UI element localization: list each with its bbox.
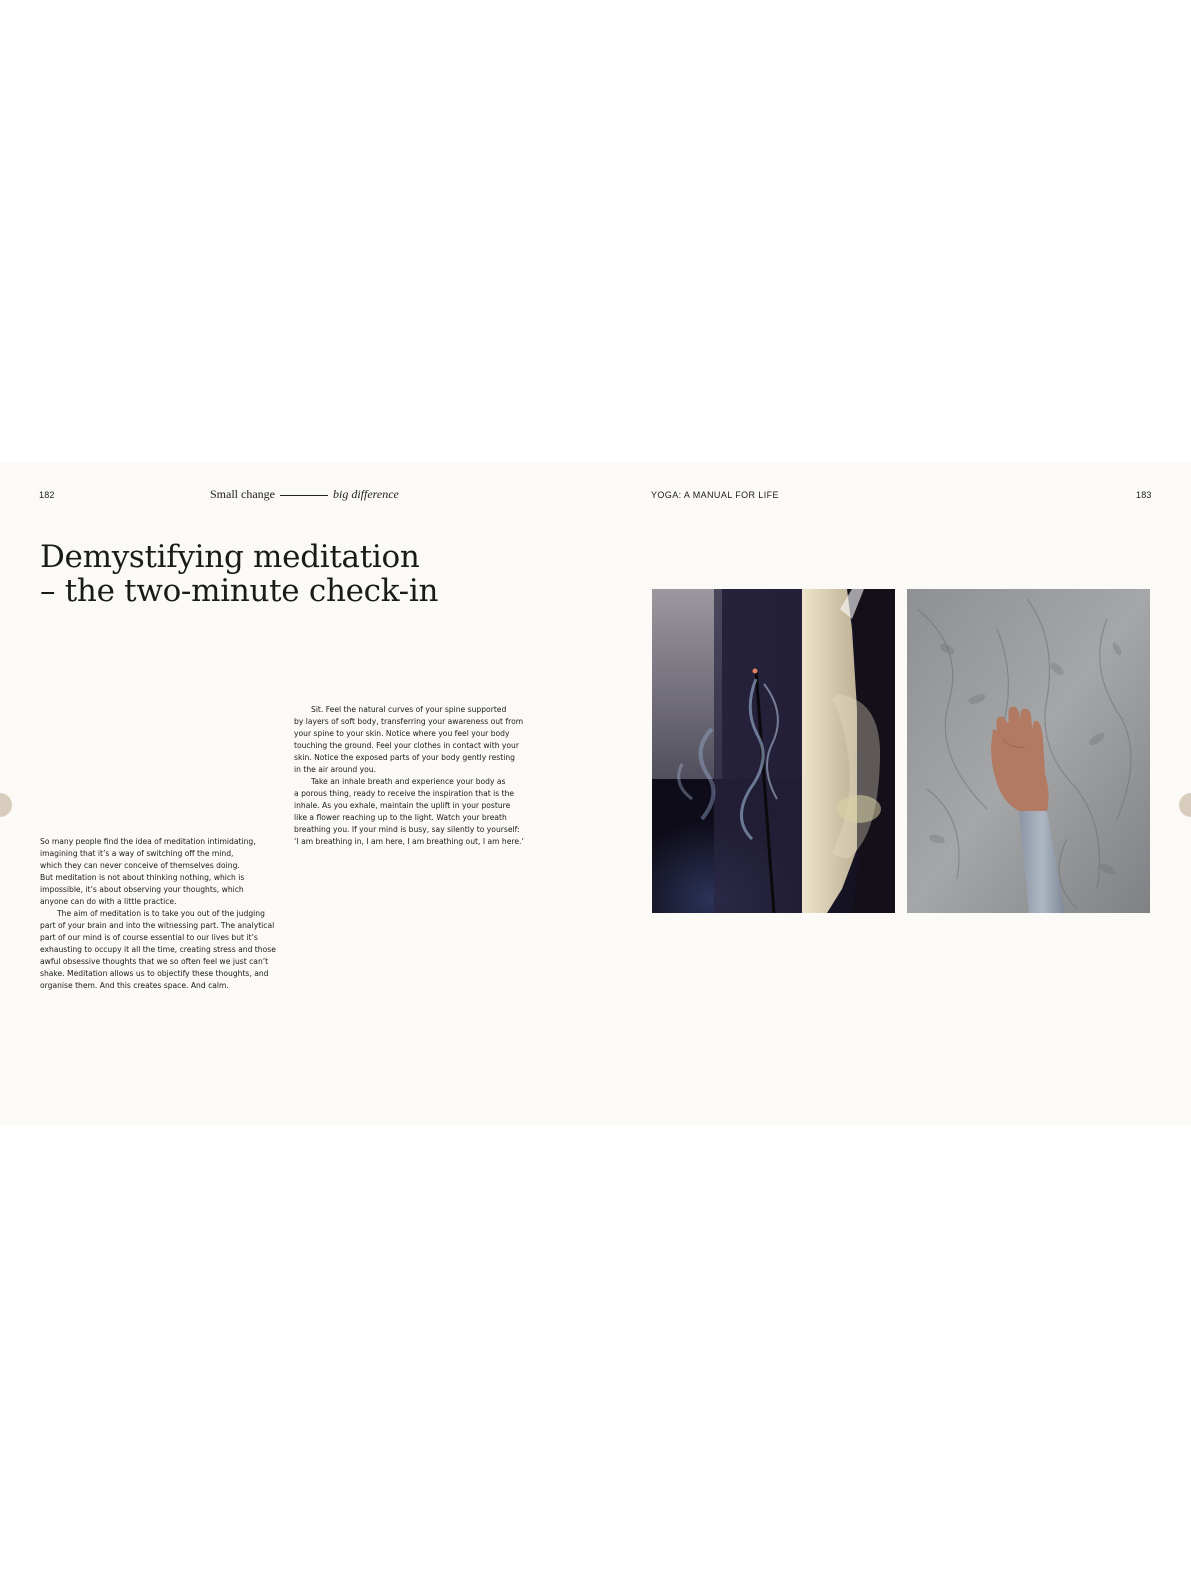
body-text-line: part of our mind is of course essential to our lives but it’s [40,933,258,942]
body-text-line: touching the ground. Feel your clothes in contact with your [294,741,519,750]
hand-on-wall-photo [907,589,1150,913]
body-text-line: skin. Notice the exposed parts of your body gently resting [294,753,515,762]
body-paragraph [294,776,524,848]
body-text-line: But meditation is not about thinking nothing, which is [40,873,245,882]
body-paragraph [40,908,276,992]
body-text-line: breathing you. If your mind is busy, say silently to yourself: [294,825,520,834]
body-text-line: impossible, it’s about observing your thoughts, which [40,885,244,894]
incense-smoke-photo [652,589,895,913]
right-page-number: 183 [1136,490,1152,500]
page-title [40,540,438,608]
body-column-intro [40,836,276,992]
body-text-line: imagining that it’s a way of switching off the mind, [40,849,234,858]
body-text-line: which they can never conceive of themselves doing. [40,861,240,870]
body-text-line: So many people find the idea of meditation intimidating, [40,837,256,846]
running-head-part1: Small change [210,487,275,501]
body-column-exercise [294,704,524,848]
body-text-line: shake. Meditation allows us to objectify these thoughts, and [40,969,269,978]
body-text-line: Sit. Feel the natural curves of your spine supported [311,705,507,714]
body-text-line: awful obsessive thoughts that we so often feel we just can’t [40,957,269,966]
title-line-1: Demystifying meditation [40,539,420,575]
body-text-line: organise them. And this creates space. And calm. [40,981,229,990]
left-running-head [210,487,399,502]
body-text-line: by layers of soft body, transferring your awareness out from [294,717,524,726]
body-text-line: inhale. As you exhale, maintain the uplift in your posture [294,801,511,810]
body-text-line: The aim of meditation is to take you out of the judging [57,909,265,918]
right-running-head: YOGA: A MANUAL FOR LIFE [651,490,779,500]
body-text-line: anyone can do with a little practice. [40,897,177,906]
body-text-line: in the air around you. [294,765,376,774]
running-head-part2: big difference [332,487,399,501]
running-head-rule [280,495,328,496]
title-line-2: – the two-minute check-in [40,573,439,609]
body-text-line: like a flower reaching up to the light. Watch your breath [294,813,507,822]
body-text-line: ‘I am breathing in, I am here, I am breathing out, I am here.’ [294,837,524,846]
body-text-line: part of your brain and into the witnessing part. The analytical [40,921,275,930]
body-paragraph [294,704,524,776]
body-paragraph [40,836,276,908]
body-text-line: exhausting to occupy it all the time, creating stress and those [40,945,276,954]
left-page-number: 182 [39,490,55,500]
hand-shadow-illustration [907,589,1150,913]
incense-smoke-illustration [652,589,895,913]
body-text-line: Take an inhale breath and experience your body as [311,777,506,786]
body-text-line: your spine to your skin. Notice where you feel your body [294,729,510,738]
body-text-line: a porous thing, ready to receive the inspiration that is the [294,789,515,798]
